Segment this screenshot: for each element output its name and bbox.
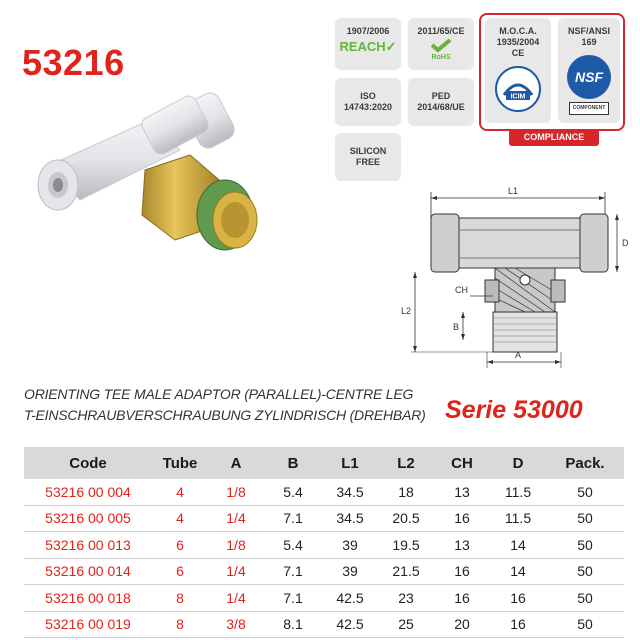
cell-pack: 50 [546,505,624,532]
table-row [24,611,624,638]
cell-tube: 4 [152,479,208,505]
cell-pack: 50 [546,611,624,638]
cell-tube: 8 [152,611,208,638]
cert-iso: ISO 14743:2020 [335,78,401,126]
table-row [24,532,624,559]
cell-ch: 20 [434,611,490,638]
cell-a: 1/8 [208,479,264,505]
cert-rohs: 2011/65/CE RoHS [408,18,474,70]
product-image [30,75,280,260]
cell-l2: 23 [378,585,434,612]
cell-ch: 16 [434,558,490,585]
svg-text:NSF: NSF [575,69,603,85]
a-label: A [515,350,522,360]
cell-d: 14 [490,532,546,559]
cell-ch: 16 [434,585,490,612]
cert-nsf: NSF/ANSI 169 NSF COMPONENT [558,18,620,123]
description-de: T-EINSCHRAUBVERSCHRAUBUNG ZYLINDRISCH (DREHBAR) [24,407,426,423]
cell-b: 5.4 [264,479,322,505]
cell-code: 53216 00 004 [24,479,152,505]
cell-code: 53216 00 019 [24,611,152,638]
checkmark-icon [430,38,452,52]
cert-silicon-free: SILICON FREE [335,133,401,181]
icim-logo-icon [494,65,542,113]
b-label: B [453,322,460,332]
cell-l2: 20.5 [378,505,434,532]
cell-code: 53216 00 005 [24,505,152,532]
svg-text:ICIM: ICIM [510,93,526,101]
cert-reach: 1907/2006 REACH✓ [335,18,401,70]
cell-tube: 6 [152,558,208,585]
table-header-row [24,447,624,479]
cell-d: 14 [490,558,546,585]
header-l1: L1 [322,447,378,479]
cell-a: 1/4 [208,505,264,532]
cell-tube: 4 [152,505,208,532]
cell-code: 53216 00 013 [24,532,152,559]
table-row [24,479,624,505]
spec-table [24,447,624,638]
cell-ch: 13 [434,532,490,559]
cell-l2: 25 [378,611,434,638]
cell-pack: 50 [546,532,624,559]
d-label: D [622,238,629,248]
cell-d: 11.5 [490,505,546,532]
header-l2: L2 [378,447,434,479]
cell-tube: 6 [152,532,208,559]
cell-b: 7.1 [264,558,322,585]
cell-l1: 39 [322,558,378,585]
serie-label: Serie 53000 [445,396,583,424]
table-row [24,585,624,612]
cell-b: 5.4 [264,532,322,559]
cell-a: 1/4 [208,585,264,612]
cell-b: 7.1 [264,585,322,612]
table-row [24,558,624,585]
cell-l1: 42.5 [322,611,378,638]
cell-b: 7.1 [264,505,322,532]
cell-code: 53216 00 018 [24,585,152,612]
cert-ped: PED 2014/68/UE [408,78,474,126]
cert-moca: M.O.C.A. 1935/2004 CE ICIM [485,18,551,123]
cell-pack: 50 [546,585,624,612]
cell-l1: 34.5 [322,505,378,532]
cell-pack: 50 [546,479,624,505]
cell-l2: 19.5 [378,532,434,559]
cell-l2: 18 [378,479,434,505]
cell-l1: 39 [322,532,378,559]
cell-l1: 42.5 [322,585,378,612]
cell-d: 11.5 [490,479,546,505]
cell-tube: 8 [152,585,208,612]
cell-d: 16 [490,585,546,612]
table-row [24,505,624,532]
cell-d: 16 [490,611,546,638]
cell-l1: 34.5 [322,479,378,505]
header-a: A [208,447,264,479]
compliance-label: COMPLIANCE [509,129,599,146]
cell-pack: 50 [546,558,624,585]
cell-a: 1/4 [208,558,264,585]
cell-b: 8.1 [264,611,322,638]
header-ch: CH [434,447,490,479]
product-code-title: 53216 [22,42,125,83]
nsf-logo-icon [566,54,612,100]
header-b: B [264,447,322,479]
description-en: ORIENTING TEE MALE ADAPTOR (PARALLEL)-CENTRE LEG [24,386,414,402]
header-d: D [490,447,546,479]
l2-label: L2 [401,306,412,316]
technical-drawing [375,180,629,380]
cell-a: 3/8 [208,611,264,638]
header-pack: Pack. [546,447,624,479]
cell-ch: 13 [434,479,490,505]
cell-ch: 16 [434,505,490,532]
ch-label: CH [455,285,468,295]
cell-l2: 21.5 [378,558,434,585]
header-tube: Tube [152,447,208,479]
l1-label: L1 [507,186,519,196]
cell-code: 53216 00 014 [24,558,152,585]
cell-a: 1/8 [208,532,264,559]
header-code: Code [24,447,152,479]
